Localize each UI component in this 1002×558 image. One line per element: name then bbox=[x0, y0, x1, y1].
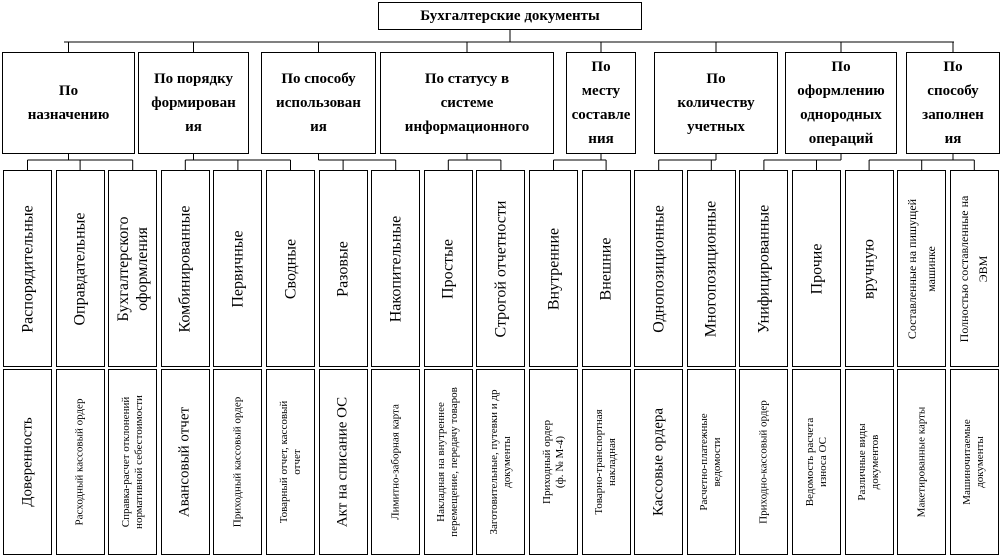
document-example-box bbox=[897, 369, 946, 555]
document-type-box bbox=[897, 170, 946, 367]
document-example-box bbox=[213, 369, 262, 555]
document-type-label: Оправдательные bbox=[71, 212, 89, 325]
document-example-box bbox=[108, 369, 157, 555]
category-label: По способу использован ия bbox=[276, 71, 361, 135]
document-example-label: Заготовительные, путевки и др документы bbox=[487, 389, 513, 535]
document-example-label: Расчетно-платежные ведомости bbox=[698, 413, 724, 511]
document-example-box bbox=[634, 369, 683, 555]
document-example-label: Ведомость расчета износа ОС bbox=[803, 417, 829, 507]
document-example-label: Приходно-кассовый ордер bbox=[757, 400, 770, 524]
category-label: По способу заполнен ия bbox=[922, 59, 984, 147]
document-type-box bbox=[687, 170, 736, 367]
document-type-box bbox=[845, 170, 894, 367]
category-box bbox=[2, 52, 135, 154]
document-example-box bbox=[739, 369, 788, 555]
document-type-box bbox=[371, 170, 420, 367]
document-type-label: Многопозиционные bbox=[702, 200, 720, 337]
category-box bbox=[380, 52, 554, 154]
root-title: Бухгалтерские документы bbox=[378, 2, 642, 30]
document-type-box bbox=[424, 170, 473, 367]
document-type-box bbox=[476, 170, 525, 367]
document-type-label: Первичные bbox=[229, 229, 247, 308]
document-example-box bbox=[529, 369, 578, 555]
document-example-box bbox=[56, 369, 105, 555]
document-example-box bbox=[3, 369, 52, 555]
document-example-label: Доверенность bbox=[19, 417, 35, 507]
document-example-box bbox=[161, 369, 210, 555]
document-type-label: Разовые bbox=[334, 240, 352, 297]
document-example-label: Расходный кассовый ордер bbox=[73, 398, 86, 526]
document-example-box bbox=[687, 369, 736, 555]
document-example-label: Приходный ордер (ф. № М-4) bbox=[540, 420, 566, 504]
document-example-label: Приходный кассовый ордер bbox=[231, 396, 244, 528]
document-type-label: Сводные bbox=[282, 238, 299, 299]
document-example-label: Лимитно-заборная карта bbox=[389, 404, 402, 520]
category-label: По статусу в системе информационного bbox=[404, 71, 530, 135]
category-label: По оформлению однородных операций bbox=[797, 59, 885, 147]
document-type-label: Прочие bbox=[808, 243, 825, 294]
category-box bbox=[906, 52, 1000, 154]
document-example-label: Товарно-транспортная накладная bbox=[593, 409, 619, 515]
document-type-label: Простые bbox=[439, 238, 457, 299]
category-label: По порядку формирован ия bbox=[151, 71, 236, 135]
document-example-label: Различные виды документов bbox=[856, 423, 882, 501]
document-type-label: Внутренние bbox=[545, 227, 562, 310]
document-example-box bbox=[950, 369, 999, 555]
document-type-label: Полностью составленные на ЭВМ bbox=[957, 195, 991, 342]
document-type-label: Унифицированные bbox=[755, 204, 773, 333]
document-example-box bbox=[266, 369, 315, 555]
category-box bbox=[654, 52, 778, 154]
document-example-label: Накладная на внутреннее перемещение, передачу товаров bbox=[435, 387, 461, 537]
document-type-label: Распорядительные bbox=[19, 204, 36, 333]
document-type-box bbox=[319, 170, 368, 367]
document-type-label: Накопительные bbox=[387, 215, 405, 322]
category-box bbox=[785, 52, 897, 154]
document-example-box bbox=[476, 369, 525, 555]
document-type-box bbox=[266, 170, 315, 367]
document-type-box bbox=[108, 170, 157, 367]
category-label: По назначению bbox=[27, 83, 110, 123]
category-label: По месту составле ния bbox=[571, 59, 631, 147]
document-type-box bbox=[56, 170, 105, 367]
document-example-box bbox=[582, 369, 631, 555]
document-type-label: Бухгалтерского оформления bbox=[114, 216, 151, 321]
document-example-label: Макетированные карты bbox=[915, 406, 928, 518]
document-type-label: Строгой отчетности bbox=[492, 200, 510, 337]
document-example-box bbox=[371, 369, 420, 555]
document-type-box bbox=[792, 170, 841, 367]
category-box bbox=[138, 52, 249, 154]
document-type-box bbox=[161, 170, 210, 367]
category-label: По количеству учетных bbox=[677, 71, 755, 135]
document-example-label: Товарный отчет, кассовый отчет bbox=[277, 400, 303, 524]
document-type-box bbox=[3, 170, 52, 367]
document-example-box bbox=[792, 369, 841, 555]
document-type-box bbox=[213, 170, 262, 367]
document-type-label: Комбинированные bbox=[176, 205, 194, 332]
document-example-label: Кассовые ордера bbox=[650, 407, 667, 517]
document-type-box bbox=[582, 170, 631, 367]
document-type-label: Составленные на пишущей машинке bbox=[904, 198, 938, 339]
document-example-label: Машиночитаемые документы bbox=[961, 419, 987, 505]
document-example-label: Авансовый отчет bbox=[176, 406, 193, 518]
document-type-label: Внешние bbox=[597, 237, 615, 300]
document-type-label: вручную bbox=[860, 238, 878, 299]
document-example-box bbox=[424, 369, 473, 555]
document-example-label: Акт на списание ОС bbox=[334, 396, 351, 528]
document-example-box bbox=[845, 369, 894, 555]
document-type-box bbox=[634, 170, 683, 367]
document-type-box bbox=[950, 170, 999, 367]
document-type-box bbox=[739, 170, 788, 367]
document-type-box bbox=[529, 170, 578, 367]
document-example-box bbox=[319, 369, 368, 555]
category-box bbox=[566, 52, 636, 154]
document-example-label: Справка-расчет отклонений нормативной себестоимости bbox=[119, 395, 145, 529]
category-box bbox=[261, 52, 376, 154]
document-type-label: Однопозиционные bbox=[650, 204, 668, 333]
